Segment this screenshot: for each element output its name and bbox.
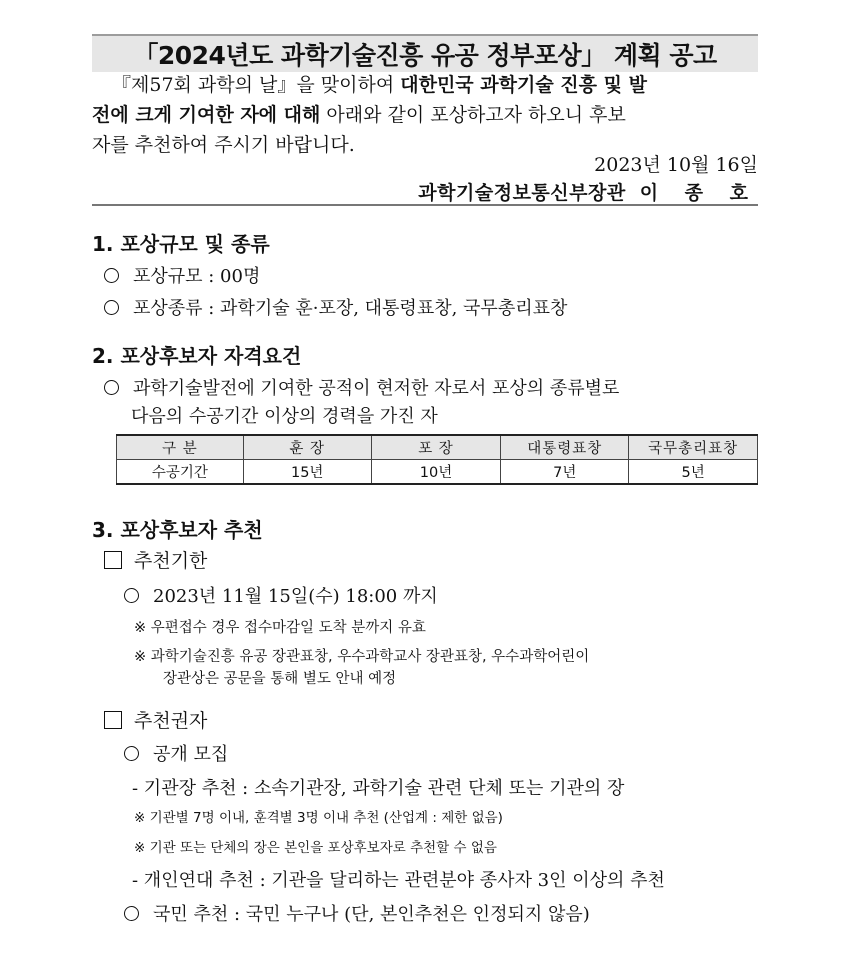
list-item-continuation: 다음의 수공기간 이상의 경력을 가진 자 xyxy=(131,406,438,427)
list-item: 공개 모집 xyxy=(124,740,228,766)
table-cell: 수공기간 xyxy=(117,460,244,485)
circle-bullet-icon xyxy=(104,300,119,315)
section1-heading: 1. 포상규모 및 종류 xyxy=(92,232,270,256)
circle-bullet-icon xyxy=(104,380,119,395)
notice-line2: 아래와 같이 포상하고자 하오니 후보 xyxy=(320,104,626,126)
list-item: 국민 추천 : 국민 누구나 (단, 본인추천은 인정되지 않음) xyxy=(124,900,590,926)
table-row xyxy=(117,460,758,485)
note: ※ 기관 또는 단체의 장은 본인을 포상후보자로 추천할 수 없음 xyxy=(134,840,497,856)
square-bullet-icon xyxy=(104,551,122,569)
table-header: 대통령표창 xyxy=(501,435,629,460)
section2-heading: 2. 포상후보자 자격요건 xyxy=(92,344,302,368)
dash-item: - 개인연대 추천 : 기관을 달리하는 관련분야 종사자 3인 이상의 추천 xyxy=(132,870,665,891)
page-title: 「2024년도 과학기술진흥 유공 정부포상」 계획 공고 xyxy=(92,34,758,72)
dash-item: - 기관장 추천 : 소속기관장, 과학기술 관련 단체 또는 기관의 장 xyxy=(132,778,625,799)
minister-title: 과학기술정보통신부장관 xyxy=(418,182,626,204)
notice-line1: 『제57회 과학의 날』을 맞이하여 xyxy=(112,74,401,96)
minister-signature xyxy=(418,178,758,205)
circle-bullet-icon xyxy=(104,268,119,283)
square-bullet-icon xyxy=(104,711,122,729)
table-header: 포 장 xyxy=(371,435,501,460)
table-cell: 5년 xyxy=(629,460,758,485)
notice-line3: 자를 추천하여 주시기 바랍니다. xyxy=(92,134,355,156)
list-item: 포상규모 : 00명 xyxy=(104,262,260,288)
circle-bullet-icon xyxy=(124,588,139,603)
section3-heading: 3. 포상후보자 추천 xyxy=(92,518,263,542)
note: ※ 우편접수 경우 접수마감일 도착 분까지 유효 xyxy=(134,620,426,636)
circle-bullet-icon xyxy=(124,906,139,921)
subsection-deadline: 추천기한 xyxy=(104,546,207,573)
table-cell: 7년 xyxy=(501,460,629,485)
minister-name: 이 종 호 xyxy=(639,182,758,204)
circle-bullet-icon xyxy=(124,746,139,761)
list-item: 포상종류 : 과학기술 훈·포장, 대통령표창, 국무총리표창 xyxy=(104,294,567,320)
service-period-table xyxy=(116,434,758,485)
table-header: 훈 장 xyxy=(243,435,371,460)
table-cell: 10년 xyxy=(371,460,501,485)
subsection-recommender: 추천권자 xyxy=(104,706,207,733)
header-divider xyxy=(92,204,758,206)
list-item: 2023년 11월 15일(수) 18:00 까지 xyxy=(124,582,438,608)
table-header: 구 분 xyxy=(117,435,244,460)
table-header: 국무총리표창 xyxy=(629,435,758,460)
notice-line2-bold: 전에 크게 기여한 자에 대해 xyxy=(92,104,321,126)
table-cell: 15년 xyxy=(243,460,371,485)
note: ※ 기관별 7명 이내, 훈격별 3명 이내 추천 (산업계 : 제한 없음) xyxy=(134,810,503,826)
list-item: 과학기술발전에 기여한 공적이 현저한 자로서 포상의 종류별로 xyxy=(104,374,619,400)
note-continuation: 장관상은 공문을 통해 별도 안내 예정 xyxy=(163,671,397,687)
notice-line1-bold: 대한민국 과학기술 진흥 및 발 xyxy=(400,74,647,96)
note: ※ 과학기술진흥 유공 장관표창, 우수과학교사 장관표창, 우수과학어린이 xyxy=(134,649,590,665)
notice-paragraph xyxy=(92,70,758,160)
notice-date: 2023년 10월 16일 xyxy=(594,154,758,176)
